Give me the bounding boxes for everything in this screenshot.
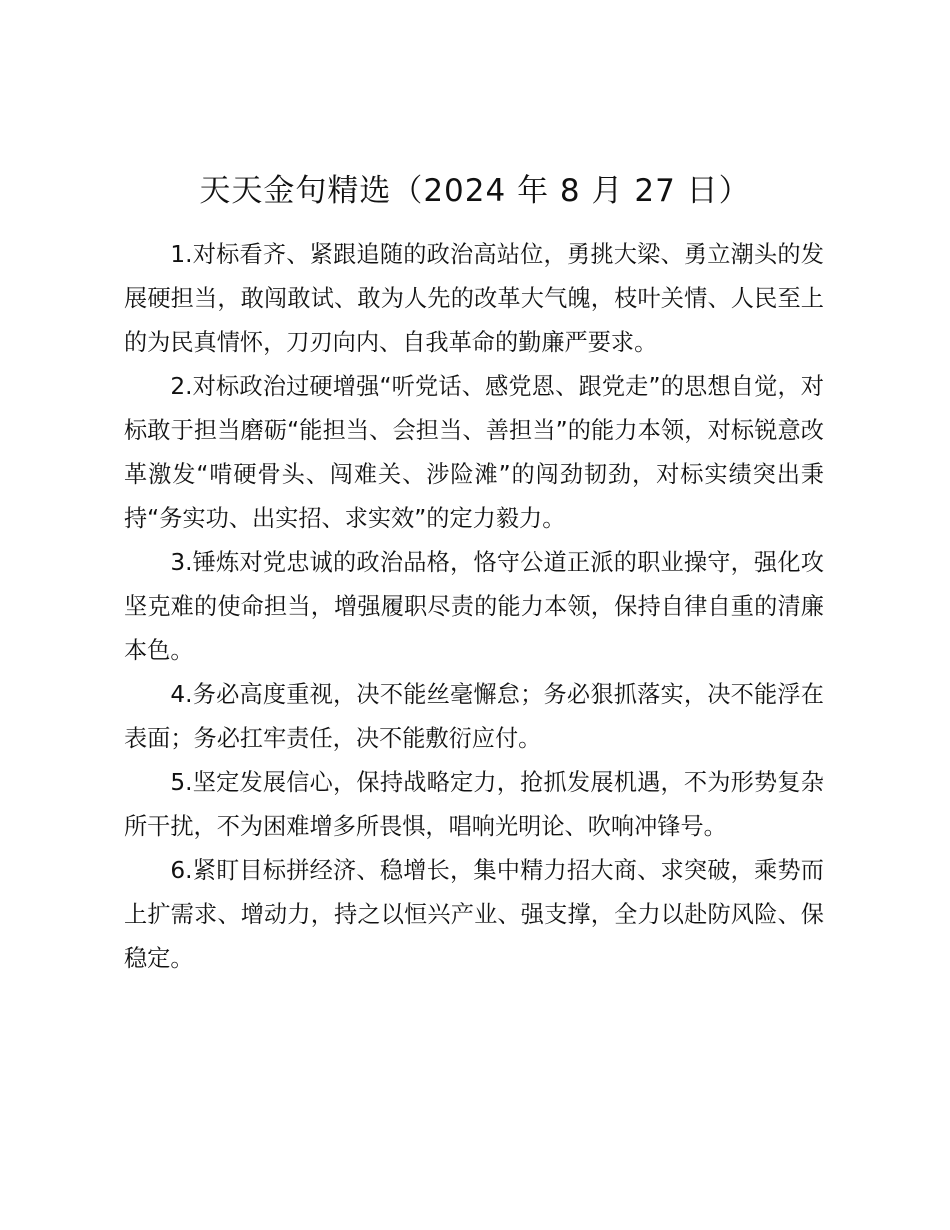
- document-body: [124, 233, 824, 981]
- paragraph-4: 4.务必高度重视，决不能丝毫懈怠；务必狠抓落实，决不能浮在表面；务必扛牢责任，决不能敷衍应付。: [124, 681, 824, 752]
- paragraph-6: 6.紧盯目标拼经济、稳增长，集中精力招大商、求突破，乘势而上扩需求、增动力，持之以恒兴产业、强支撑，全力以赴防风险、保稳定。: [124, 857, 824, 972]
- paragraph-1: 1.对标看齐、紧跟追随的政治高站位，勇挑大梁、勇立潮头的发展硬担当，敢闯敢试、敢为人先的改革大气魄，枝叶关情、人民至上的为民真情怀，刀刃向内、自我革命的勤廉严要求。: [124, 241, 824, 356]
- paragraph-3: 3.锤炼对党忠诚的政治品格，恪守公道正派的职业操守，强化攻坚克难的使命担当，增强履职尽责的能力本领，保持自律自重的清廉本色。: [124, 549, 824, 664]
- paragraph-2: 2.对标政治过硬增强“听党话、感党恩、跟党走”的思想自觉，对标敢于担当磨砺“能担当、会担当、善担当”的能力本领，对标锐意改革激发“啃硬骨头、闯难关、涉险滩”的闯劲韧劲，对标实绩突出秉持“务实功、出实招、求实效”的定力毅力。: [124, 373, 824, 532]
- paragraph-5: 5.坚定发展信心，保持战略定力，抢抓发展机遇，不为形势复杂所干扰，不为困难增多所畏惧，唱响光明论、吹响冲锋号。: [124, 769, 824, 840]
- document-title: 天天金句精选（2024 年 8 月 27 日）: [199, 173, 751, 209]
